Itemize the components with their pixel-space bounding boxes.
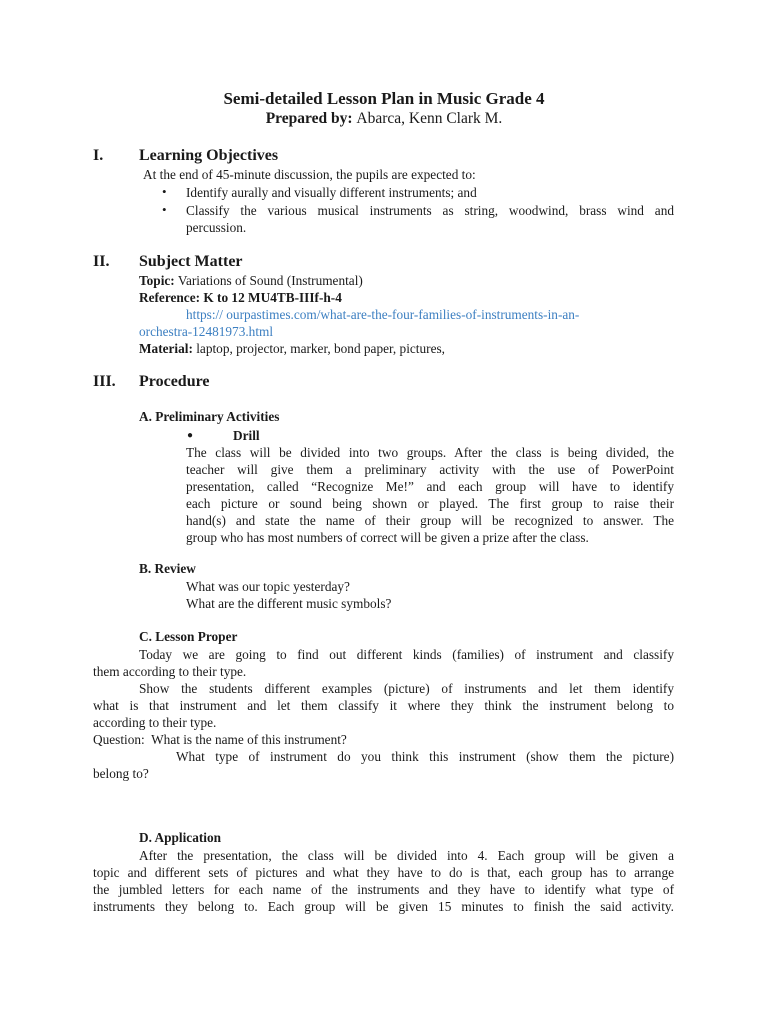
drill-label: Drill	[233, 428, 260, 443]
review-question: What was our topic yesterday?	[186, 579, 350, 594]
lesson-proper-paragraph	[93, 646, 674, 782]
paragraph-line: After the presentation, the class will be divided into 4. Each group will be given a	[139, 848, 674, 863]
objectives-intro: At the end of 45-minute discussion, the pupils are expected to:	[143, 167, 476, 182]
material-line	[139, 340, 445, 357]
topic-line	[139, 272, 363, 289]
heading-lesson-proper: C. Lesson Proper	[139, 629, 238, 644]
reference-link-continuation[interactable]: orchestra-12481973.html	[139, 324, 274, 339]
heading-review: B. Review	[139, 561, 196, 576]
section-numeral-subject: II.	[93, 253, 110, 270]
objective-item: Classify the various musical instruments as string, woodwind, brass wind and	[186, 203, 674, 218]
topic-value: Variations of Sound (Instrumental)	[177, 273, 363, 288]
paragraph-line: according to their type.	[93, 715, 217, 730]
section-numeral-objectives: I.	[93, 147, 104, 164]
section-title-objectives: Learning Objectives	[139, 147, 279, 164]
bullet-icon: ●	[187, 430, 194, 441]
heading-preliminary-activities: A. Preliminary Activities	[139, 409, 280, 424]
paragraph-line: Today we are going to find out different kinds (families) of instrument and classify	[139, 647, 674, 662]
material-label: Material:	[139, 341, 193, 356]
paragraph-line: hand(s) and state the name of their group will be recognized to answer. The	[186, 513, 674, 528]
paragraph-line: them according to their type.	[93, 664, 247, 679]
paragraph-line: presentation, called “Recognize Me!” and each group will have to identify	[186, 479, 674, 494]
prepared-by-name: Abarca, Kenn Clark M.	[356, 110, 503, 127]
paragraph-line: instruments they belong to. Each group will be given 15 minutes to finish the said activity.	[93, 899, 674, 914]
paragraph-line: Show the students different examples (picture) of instruments and let them identify	[139, 681, 674, 696]
paragraph-line: The class will be divided into two groups. After the class is being divided, the	[186, 445, 674, 460]
reference-line: Reference: K to 12 MU4TB-IIIf-h-4	[139, 290, 342, 305]
paragraph-line: group who has most numbers of correct will be given a prize after the class.	[186, 530, 589, 545]
section-numeral-procedure: III.	[93, 373, 116, 390]
objective-item: Identify aurally and visually different instruments; and	[186, 185, 477, 200]
paragraph-line: What type of instrument do you think this instrument (show them the picture)	[176, 749, 674, 764]
objective-item-continuation: percussion.	[186, 220, 247, 235]
bullet-icon: •	[162, 202, 167, 217]
prepared-by-label: Prepared by:	[265, 110, 353, 127]
topic-label: Topic:	[139, 273, 175, 288]
material-value: laptop, projector, marker, bond paper, pictures,	[196, 341, 445, 356]
paragraph-line: the jumbled letters for each name of the instruments and they have to identify what type of	[93, 882, 674, 897]
paragraph-line: belong to?	[93, 766, 149, 781]
bullet-icon: •	[162, 184, 167, 199]
section-title-subject: Subject Matter	[139, 253, 243, 270]
review-question: What are the different music symbols?	[186, 596, 392, 611]
paragraph-line: teacher will give them a preliminary activity with the use of PowerPoint	[186, 462, 674, 477]
paragraph-line: what is that instrument and let them classify it where they think the instrument belong to	[93, 698, 674, 713]
reference-link[interactable]: https:// ourpastimes.com/what-are-the-four-families-of-instruments-in-an-	[186, 307, 580, 322]
section-title-procedure: Procedure	[139, 373, 210, 390]
paragraph-line: topic and different sets of pictures and what they have to do is that, each group has to arrange	[93, 865, 674, 880]
application-paragraph	[93, 847, 674, 915]
heading-application: D. Application	[139, 830, 222, 845]
drill-paragraph	[186, 444, 674, 546]
paragraph-line: each picture or sound being shown or played. The first group to raise their	[186, 496, 674, 511]
prepared-by	[0, 110, 768, 128]
paragraph-line: Question: What is the name of this instrument?	[93, 732, 347, 747]
page-title: Semi-detailed Lesson Plan in Music Grade 4	[223, 89, 545, 108]
